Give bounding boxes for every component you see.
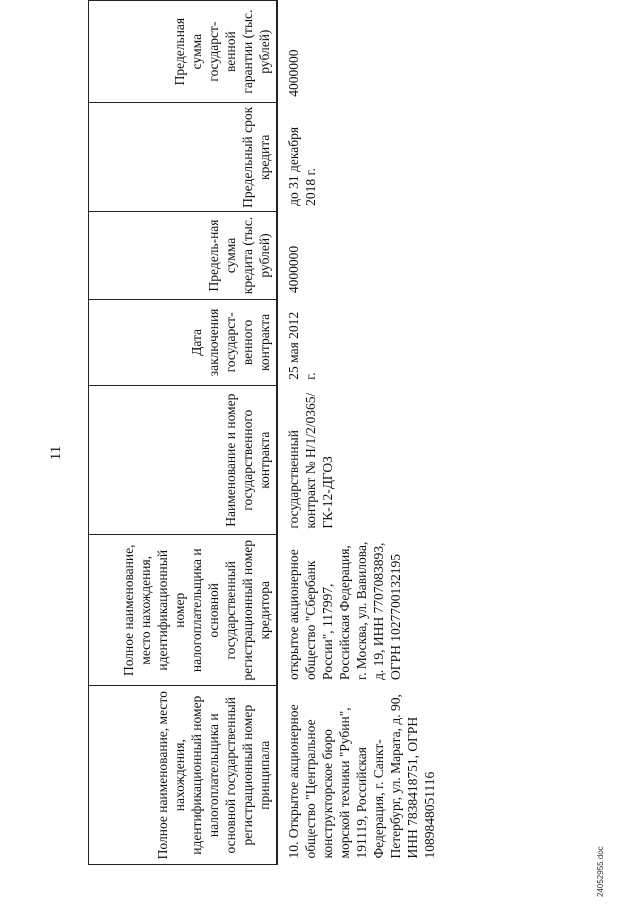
header-credit-limit: Предель-ная сумма кредита (тыс. рублей) bbox=[89, 212, 278, 299]
header-contract-date: Дата заключения государст-венного контракта bbox=[89, 299, 278, 386]
cell-principal: 10. Открытое акционерное общество "Центральное конструкторское бюро морской техники "Рубин", 191119, Российская Федерация, г. Санкт-Петербург, ул. Марата, д. 90, ИНН 7838418751, ОГРН 1089848051116 bbox=[286, 694, 437, 859]
table-header-row bbox=[89, 1, 278, 865]
document-id: 24052955.doc bbox=[596, 846, 605, 897]
page-number: 11 bbox=[48, 445, 64, 461]
header-contract: Наименование и номер государственного контракта bbox=[89, 386, 278, 535]
header-credit-term: Предельный срок кредита bbox=[89, 103, 278, 212]
cell-contract: государственный контракт № Н/1/2/0365/ГК-12-ДГОЗ bbox=[286, 392, 335, 529]
header-principal: Полное наименование, место нахождения, идентификационный номер налогоплательщика и основной государственный регистрационный номер принципала bbox=[89, 686, 278, 865]
guarantee-table bbox=[88, 0, 440, 865]
cell-guarantee-limit: 4000000 bbox=[286, 49, 301, 97]
header-guarantee-limit: Предельная сумма государст-венной гарантии (тыс. рублей) bbox=[89, 1, 278, 103]
cell-credit-limit: 4000000 bbox=[286, 245, 301, 294]
table-row bbox=[277, 1, 440, 865]
cell-contract-date: 25 мая 2012 г. bbox=[286, 311, 318, 380]
cell-credit-term: до 31 декабря 2018 г. bbox=[286, 126, 318, 206]
header-creditor: Полное наименование, место нахождения, идентификационный номер налогоплательщика и основной государственный регистрационный номер кредитора bbox=[89, 535, 278, 686]
cell-creditor: открытое акционерное общество "Сбербанк России", 117997, Российская Федерация, г. Москва, ул. Вавилова, д. 19, ИНН 7707083893, ОГРН 1027700132195 bbox=[286, 541, 403, 680]
